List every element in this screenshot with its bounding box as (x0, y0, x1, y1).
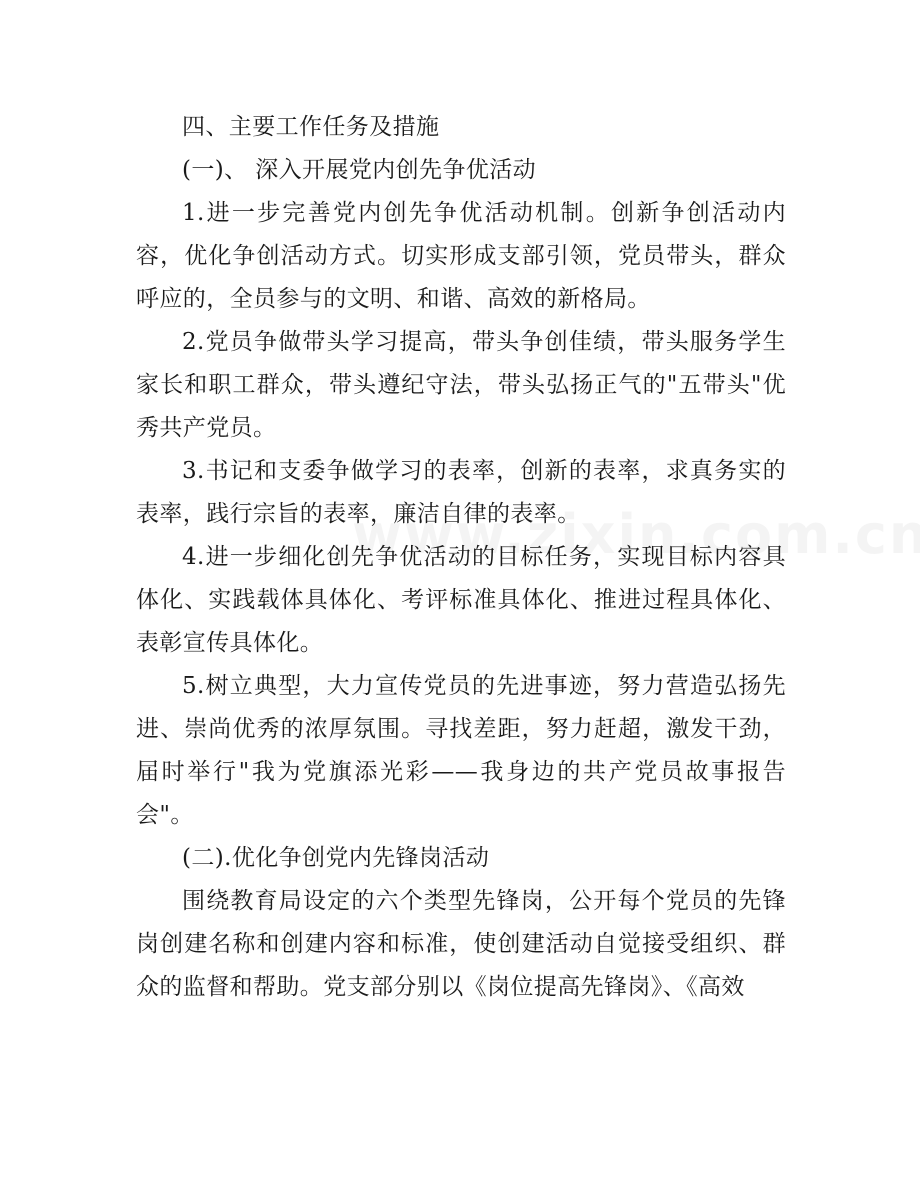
subsection-heading-2: (二).优化争创党内先锋岗活动 (182, 845, 490, 871)
paragraph-item-3: 3.书记和支委争做学习的表率，创新的表率，求真务实的表率，践行宗旨的表率，廉洁自律的表率。 (136, 458, 786, 527)
paragraph-item-1: 1.进一步完善党内创先争优活动机制。创新争创活动内容，优化争创活动方式。切实形成支部引领，党员带头，群众呼应的，全员参与的文明、和谐、高效的新格局。 (136, 200, 786, 312)
section-heading: 四、主要工作任务及措施 (182, 114, 440, 140)
paragraph-item-4: 4.进一步细化创先争优活动的目标任务，实现目标内容具体化、实践载体具体化、考评标准具体化、推进过程具体化、表彰宣传具体化。 (136, 544, 786, 656)
paragraph-item-5: 5.树立典型，大力宣传党员的先进事迹，努力营造弘扬先进、崇尚优秀的浓厚氛围。寻找差距，努力赶超，激发干劲，届时举行"我为党旗添光彩——我身边的共产党员故事报告会"。 (136, 673, 786, 828)
document-body (136, 106, 786, 1009)
subsection-heading: (一)、 深入开展党内创先争优活动 (182, 157, 537, 183)
paragraph-body: 围绕教育局设定的六个类型先锋岗，公开每个党员的先锋岗创建名称和创建内容和标准，使创建活动自觉接受组织、群众的监督和帮助。党支部分别以《岗位提高先锋岗》、《高效 (136, 888, 786, 1000)
paragraph-item-2: 2.党员争做带头学习提高，带头争创佳绩，带头服务学生家长和职工群众，带头遵纪守法，带头弘扬正气的"五带头"优秀共产党员。 (136, 329, 786, 441)
